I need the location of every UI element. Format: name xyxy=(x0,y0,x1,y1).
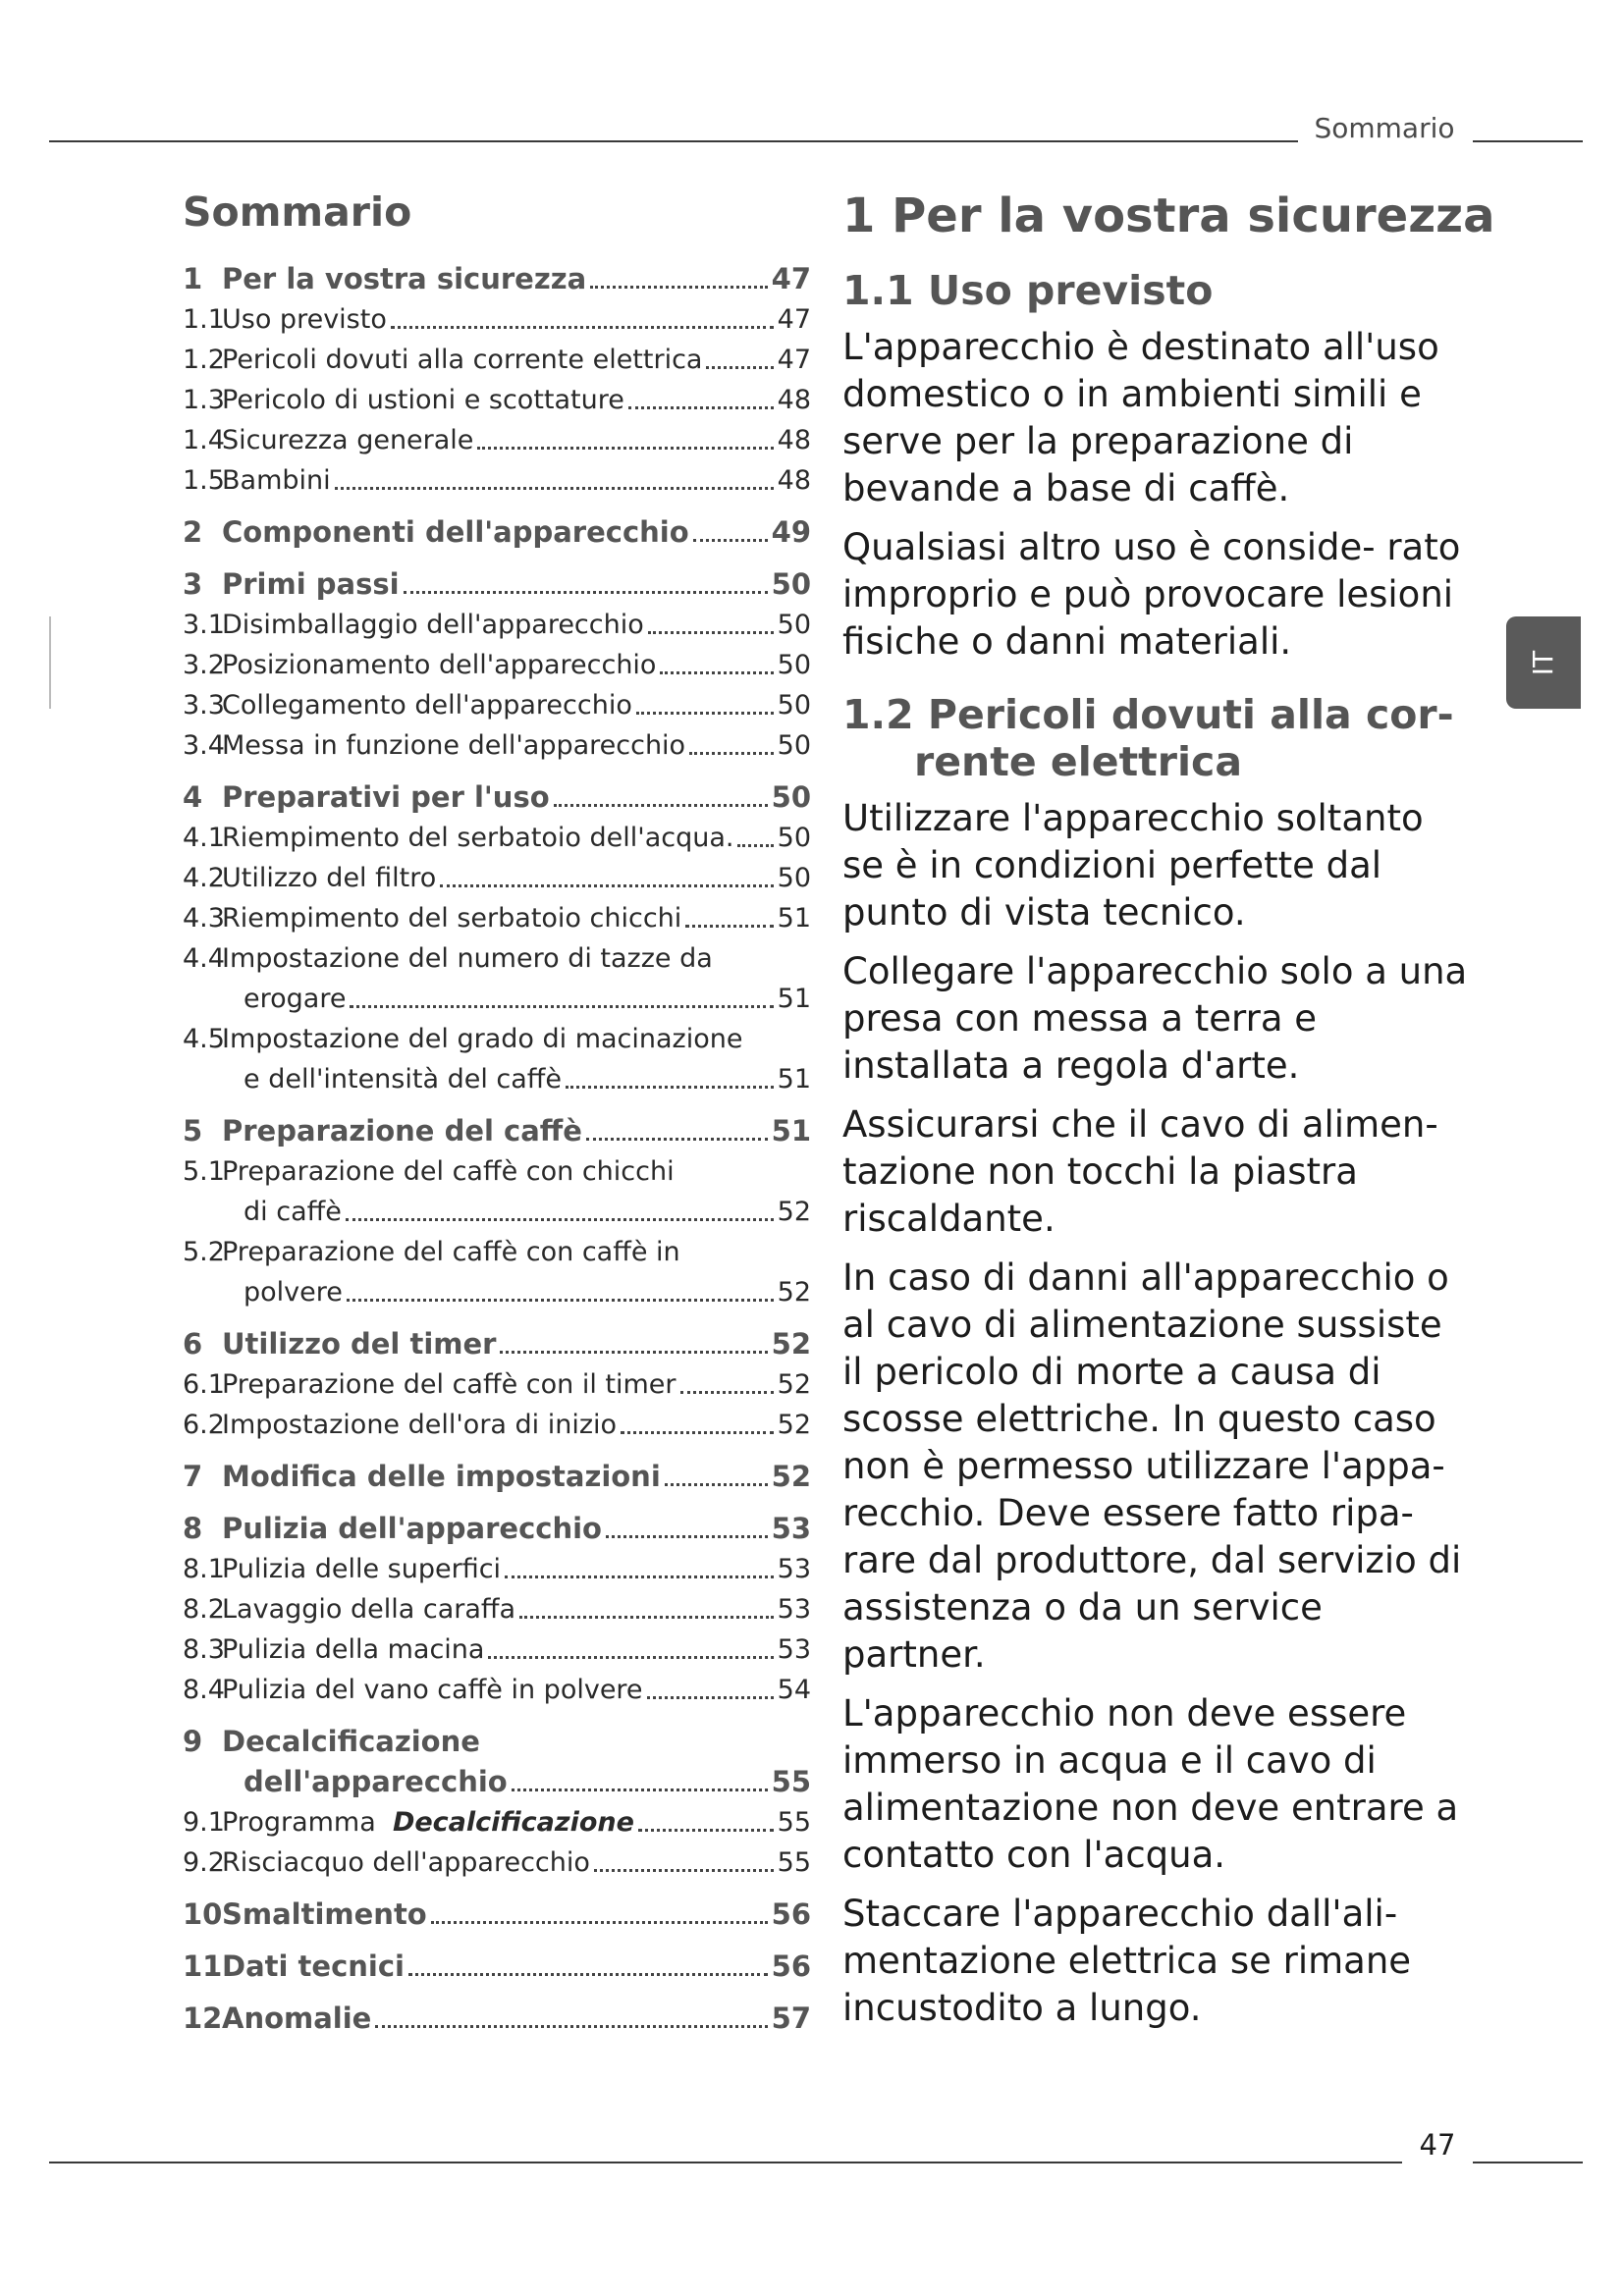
toc-entry-number: 11 xyxy=(183,1949,223,1983)
toc-dot-leader xyxy=(590,286,767,289)
toc-group xyxy=(183,1722,811,1883)
paragraph: L'apparecchio è destinato all'uso domestico o in ambienti simili e serve per la preparazione di bevande a base di caffè. xyxy=(842,326,1439,509)
toc-entry-number: 5 xyxy=(183,1114,203,1148)
toc-entry-title: Impostazione dell'ora di inizio xyxy=(222,1410,618,1440)
toc-entry[interactable] xyxy=(183,1629,811,1670)
toc-page-number: 52 xyxy=(777,1369,811,1400)
toc-entry-number: 1.3 xyxy=(183,385,225,415)
toc-dot-leader xyxy=(431,1921,768,1924)
toc-dot-leader xyxy=(566,1086,774,1089)
toc-entry-number: 7 xyxy=(183,1460,203,1493)
toc-page-number: 54 xyxy=(777,1675,811,1705)
toc-group xyxy=(183,564,811,766)
paragraph: In caso di danni all'apparecchio o al cavo di alimentazione sussiste il pericolo di morte a causa di scosse elettriche. In questo caso non è permesso utilizzare l'appa- recchio. Deve essere fatto ripa- rare dal produttore, dal servizio di assistenza o da un service partner. xyxy=(842,1256,1462,1676)
toc-group xyxy=(183,1999,811,2039)
toc-page-number: 50 xyxy=(777,690,811,721)
toc-dot-leader xyxy=(638,1829,774,1832)
toc-dot-leader xyxy=(500,1351,767,1354)
toc-entry[interactable] xyxy=(183,1019,811,1059)
toc-entry-title: Bambini xyxy=(222,465,331,496)
toc-entry-title: Utilizzo del timer xyxy=(222,1327,497,1361)
toc-page-number: 52 xyxy=(771,1327,811,1361)
toc-entry-number: 4 xyxy=(183,780,203,814)
toc-entry-number: 9 xyxy=(183,1725,203,1758)
toc-entry-number: 8 xyxy=(183,1512,203,1545)
toc-entry-title: Anomalie xyxy=(222,2002,372,2035)
toc-page-number: 52 xyxy=(771,1460,811,1493)
toc-page-number: 55 xyxy=(771,1765,811,1798)
toc-entry-title: Preparativi per l'uso xyxy=(222,780,550,814)
toc-entry[interactable] xyxy=(183,1842,811,1883)
toc-entry-continuation[interactable] xyxy=(183,1272,811,1312)
toc-groups xyxy=(183,259,811,2039)
toc-entry-number: 3 xyxy=(183,567,203,601)
toc-group xyxy=(183,1947,811,1987)
toc-heading: Sommario xyxy=(183,188,412,236)
toc-entry[interactable] xyxy=(183,460,811,501)
toc-entry[interactable] xyxy=(183,938,811,979)
toc-page-number: 51 xyxy=(777,984,811,1014)
toc-entry[interactable] xyxy=(183,1364,811,1405)
toc-entry[interactable] xyxy=(183,340,811,380)
toc-chapter-entry[interactable] xyxy=(183,1999,811,2039)
toc-entry[interactable] xyxy=(183,1802,811,1842)
toc-entry-number: 8.3 xyxy=(183,1634,225,1665)
toc-group xyxy=(183,1324,811,1445)
toc-entry-number: 6 xyxy=(183,1327,203,1361)
toc-entry-number: 10 xyxy=(183,1897,223,1931)
toc-dot-leader xyxy=(477,447,773,450)
toc-entry-number: 12 xyxy=(183,2002,223,2035)
toc-entry-number: 8.1 xyxy=(183,1554,225,1584)
toc-page-number: 52 xyxy=(777,1277,811,1308)
toc-chapter-entry[interactable] xyxy=(183,1947,811,1987)
toc-entry-continuation[interactable] xyxy=(183,1192,811,1232)
paragraph: Qualsiasi altro uso è conside- rato improprio e può provocare lesioni fisiche o danni materiali. xyxy=(842,526,1461,663)
section-heading-1-2 xyxy=(842,691,1471,785)
toc-entry-number: 6.2 xyxy=(183,1410,225,1440)
toc-entry-emphasis: Decalcificazione xyxy=(392,1807,634,1838)
toc-entry[interactable] xyxy=(183,898,811,938)
toc-entry-title: Modifica delle impostazioni xyxy=(222,1460,661,1493)
toc-page-number: 57 xyxy=(771,2002,811,2035)
toc-dot-leader xyxy=(347,1299,774,1302)
toc-dot-leader xyxy=(404,591,768,594)
toc-group xyxy=(183,1111,811,1312)
toc-dot-leader xyxy=(689,752,774,755)
toc-entry-title: Risciacquo dell'apparecchio xyxy=(222,1847,590,1878)
toc-dot-leader xyxy=(706,366,773,369)
toc-entry-number: 8.2 xyxy=(183,1594,225,1625)
chapter-title: 1 Per la vostra sicurezza xyxy=(842,188,1495,243)
toc-page-number: 53 xyxy=(777,1594,811,1625)
toc-entry-title: Componenti dell'apparecchio xyxy=(222,515,689,549)
toc-entry-title: Utilizzo del filtro xyxy=(222,863,437,893)
toc-entry-number: 8.4 xyxy=(183,1675,225,1705)
toc-dot-leader xyxy=(375,2025,767,2028)
toc-page-number: 50 xyxy=(777,863,811,893)
toc-entry-title: Lavaggio della caraffa xyxy=(222,1594,516,1625)
toc-entry-title: Riempimento del serbatoio dell'acqua. xyxy=(222,823,734,853)
toc-chapter-entry[interactable] xyxy=(183,1722,811,1762)
toc-page-number: 51 xyxy=(777,1064,811,1095)
toc-entry-title: Per la vostra sicurezza xyxy=(222,262,587,295)
toc-dot-leader xyxy=(606,1535,768,1538)
toc-page-number: 55 xyxy=(777,1847,811,1878)
toc-entry[interactable] xyxy=(183,1405,811,1445)
toc-group xyxy=(183,259,811,501)
toc-entry-title: Messa in funzione dell'apparecchio xyxy=(222,730,686,761)
paragraph: Assicurarsi che il cavo di alimen- tazione non tocchi la piastra riscaldante. xyxy=(842,1103,1438,1240)
toc-entry-number: 4.2 xyxy=(183,863,225,893)
toc-entry-title: Pericoli dovuti alla corrente elettrica xyxy=(222,345,703,375)
toc-entry-title: Preparazione del caffè con caffè in xyxy=(222,1237,680,1267)
toc-entry-number: 4.1 xyxy=(183,823,225,853)
toc-entry[interactable] xyxy=(183,380,811,420)
toc-dot-leader xyxy=(647,1696,774,1699)
toc-entry[interactable] xyxy=(183,685,811,725)
toc-chapter-entry[interactable] xyxy=(183,1111,811,1151)
toc-dot-leader xyxy=(636,712,774,715)
toc-entry-number: 4.4 xyxy=(183,943,225,974)
toc-dot-leader xyxy=(554,804,768,807)
header-rule-right xyxy=(1473,140,1583,142)
language-tab xyxy=(1506,616,1581,709)
toc-dot-leader xyxy=(621,1431,774,1434)
toc-entry-number: 5.2 xyxy=(183,1237,225,1267)
toc-entry-title: Programma xyxy=(222,1807,376,1838)
toc-entry-number: 1 xyxy=(183,262,203,295)
toc-entry-title: Impostazione del grado di macinazione xyxy=(222,1024,743,1054)
toc-dot-leader xyxy=(660,671,773,674)
toc-entry-number: 1.1 xyxy=(183,304,225,335)
toc-group xyxy=(183,1895,811,1935)
main-content xyxy=(842,188,1495,2044)
toc-group xyxy=(183,777,811,1099)
paragraph: Staccare l'apparecchio dall'ali- mentazione elettrica se rimane incustodito a lungo. xyxy=(842,1893,1412,2029)
toc-page-number: 50 xyxy=(777,730,811,761)
toc-dot-leader xyxy=(505,1575,774,1578)
toc-page-number: 50 xyxy=(777,650,811,680)
table-of-contents xyxy=(183,188,811,2051)
toc-dot-leader xyxy=(488,1656,773,1659)
page-number: 47 xyxy=(1419,2128,1456,2162)
toc-entry-title-cont: erogare xyxy=(244,984,347,1014)
toc-dot-leader xyxy=(512,1789,768,1791)
toc-entry[interactable] xyxy=(183,645,811,685)
toc-dot-leader xyxy=(665,1483,768,1486)
toc-entry-title: Dati tecnici xyxy=(222,1949,405,1983)
toc-entry[interactable] xyxy=(183,1589,811,1629)
toc-entry[interactable] xyxy=(183,818,811,858)
toc-page-number: 53 xyxy=(771,1512,811,1545)
toc-entry-number: 4.5 xyxy=(183,1024,225,1054)
toc-dot-leader xyxy=(680,1391,774,1394)
toc-page-number: 52 xyxy=(777,1410,811,1440)
toc-chapter-entry[interactable] xyxy=(183,259,811,299)
toc-entry[interactable] xyxy=(183,605,811,645)
toc-dot-leader xyxy=(346,1218,774,1221)
toc-dot-leader xyxy=(685,925,773,928)
header-title: Sommario xyxy=(1314,112,1455,144)
toc-dot-leader xyxy=(335,487,774,490)
toc-entry[interactable] xyxy=(183,725,811,766)
toc-entry-title-cont: dell'apparecchio xyxy=(244,1765,508,1798)
toc-entry-number: 2 xyxy=(183,515,203,549)
toc-entry-title: Uso previsto xyxy=(222,304,387,335)
toc-page-number: 48 xyxy=(777,465,811,496)
toc-group xyxy=(183,512,811,553)
toc-page-number: 49 xyxy=(771,515,811,549)
toc-entry[interactable] xyxy=(183,1549,811,1589)
footer-rule-right xyxy=(1473,2162,1583,2163)
toc-entry[interactable] xyxy=(183,420,811,460)
toc-entry-title-cont: polvere xyxy=(244,1277,343,1308)
toc-page-number: 47 xyxy=(771,262,811,295)
toc-entry-title: Smaltimento xyxy=(222,1897,427,1931)
toc-entry-number: 1.4 xyxy=(183,425,225,455)
toc-entry-number: 9.1 xyxy=(183,1807,225,1838)
header-rule-left xyxy=(49,140,1298,142)
toc-page-number: 56 xyxy=(771,1949,811,1983)
toc-entry-title: Preparazione del caffè con il timer xyxy=(222,1369,677,1400)
toc-dot-leader xyxy=(648,631,774,634)
toc-page-number: 51 xyxy=(777,903,811,934)
toc-entry[interactable] xyxy=(183,858,811,898)
toc-page-number: 50 xyxy=(777,610,811,640)
toc-entry-number: 3.4 xyxy=(183,730,225,761)
toc-page-number: 50 xyxy=(777,823,811,853)
toc-group xyxy=(183,1509,811,1710)
toc-entry-title: Sicurezza generale xyxy=(222,425,474,455)
language-tab-label: IT xyxy=(1527,650,1560,675)
toc-entry-number: 4.3 xyxy=(183,903,225,934)
toc-page-number: 50 xyxy=(771,780,811,814)
toc-entry-title: Preparazione del caffè xyxy=(222,1114,582,1148)
toc-entry-number: 3.2 xyxy=(183,650,225,680)
toc-entry-title: Impostazione del numero di tazze da xyxy=(222,943,713,974)
toc-chapter-entry[interactable] xyxy=(183,1895,811,1935)
toc-entry-title: Pericolo di ustioni e scottature xyxy=(222,385,624,415)
toc-entry-title: Pulizia dell'apparecchio xyxy=(222,1512,602,1545)
toc-dot-leader xyxy=(519,1616,774,1619)
toc-page-number: 52 xyxy=(777,1197,811,1227)
toc-dot-leader xyxy=(737,844,773,847)
toc-page-number: 50 xyxy=(771,567,811,601)
page-edge-mark xyxy=(49,616,51,709)
toc-entry-title: Disimballaggio dell'apparecchio xyxy=(222,610,644,640)
toc-entry-number: 3.1 xyxy=(183,610,225,640)
toc-dot-leader xyxy=(408,1973,768,1976)
toc-entry-title: Posizionamento dell'apparecchio xyxy=(222,650,657,680)
toc-group xyxy=(183,1457,811,1497)
toc-entry-title: Primi passi xyxy=(222,567,400,601)
toc-entry-title: Pulizia della macina xyxy=(222,1634,485,1665)
toc-page-number: 56 xyxy=(771,1897,811,1931)
toc-entry-number: 3.3 xyxy=(183,690,225,721)
toc-entry-number: 1.5 xyxy=(183,465,225,496)
toc-entry-title: Riempimento del serbatoio chicchi xyxy=(222,903,682,934)
toc-entry-number: 9.2 xyxy=(183,1847,225,1878)
toc-dot-leader xyxy=(440,884,773,887)
toc-entry[interactable] xyxy=(183,1670,811,1710)
toc-entry-title: Collegamento dell'apparecchio xyxy=(222,690,632,721)
toc-chapter-entry[interactable] xyxy=(183,777,811,818)
toc-page-number: 53 xyxy=(777,1634,811,1665)
toc-dot-leader xyxy=(693,539,768,542)
paragraph: L'apparecchio non deve essere immerso in acqua e il cavo di alimentazione non deve entrare a contatto con l'acqua. xyxy=(842,1692,1459,1876)
toc-page-number: 51 xyxy=(771,1114,811,1148)
toc-entry-continuation[interactable] xyxy=(183,979,811,1019)
toc-page-number: 55 xyxy=(777,1807,811,1838)
toc-dot-leader xyxy=(594,1869,774,1872)
toc-chapter-entry[interactable] xyxy=(183,1509,811,1549)
section-heading-1-1: 1.1 Uso previsto xyxy=(842,267,1214,314)
section-heading-line: rente elettrica xyxy=(914,738,1243,785)
toc-entry-number: 1.2 xyxy=(183,345,225,375)
toc-page-number: 53 xyxy=(777,1554,811,1584)
toc-page-number: 47 xyxy=(777,304,811,335)
toc-entry[interactable] xyxy=(183,1151,811,1192)
toc-entry[interactable] xyxy=(183,299,811,340)
toc-entry-title: Preparazione del caffè con chicchi xyxy=(222,1156,675,1187)
toc-page-number: 48 xyxy=(777,385,811,415)
toc-chapter-entry[interactable] xyxy=(183,564,811,605)
toc-entry-continuation[interactable] xyxy=(183,1059,811,1099)
toc-entry-title: Decalcificazione xyxy=(222,1725,480,1758)
toc-dot-leader xyxy=(350,1005,773,1008)
toc-entry-title: Pulizia del vano caffè in polvere xyxy=(222,1675,643,1705)
toc-entry[interactable] xyxy=(183,1232,811,1272)
toc-entry-title-cont: di caffè xyxy=(244,1197,342,1227)
toc-chapter-entry[interactable] xyxy=(183,512,811,553)
toc-chapter-entry[interactable] xyxy=(183,1324,811,1364)
toc-dot-leader xyxy=(391,326,774,329)
toc-entry-number: 6.1 xyxy=(183,1369,225,1400)
toc-page-number: 47 xyxy=(777,345,811,375)
toc-dot-leader xyxy=(586,1138,768,1141)
toc-entry-number: 5.1 xyxy=(183,1156,225,1187)
toc-entry-continuation[interactable] xyxy=(183,1762,811,1802)
toc-page-number: 48 xyxy=(777,425,811,455)
footer-rule-left xyxy=(49,2162,1402,2163)
paragraph: Utilizzare l'apparecchio soltanto se è in condizioni perfette dal punto di vista tecnico. xyxy=(842,797,1424,934)
toc-dot-leader xyxy=(628,406,774,409)
section-heading-line: 1.2 Pericoli dovuti alla cor- xyxy=(842,691,1454,738)
toc-entry-title: Pulizia delle superfici xyxy=(222,1554,502,1584)
toc-chapter-entry[interactable] xyxy=(183,1457,811,1497)
toc-entry-title-cont: e dell'intensità del caffè xyxy=(244,1064,563,1095)
paragraph: Collegare l'apparecchio solo a una presa con messa a terra e installata a regola d'arte. xyxy=(842,950,1468,1087)
